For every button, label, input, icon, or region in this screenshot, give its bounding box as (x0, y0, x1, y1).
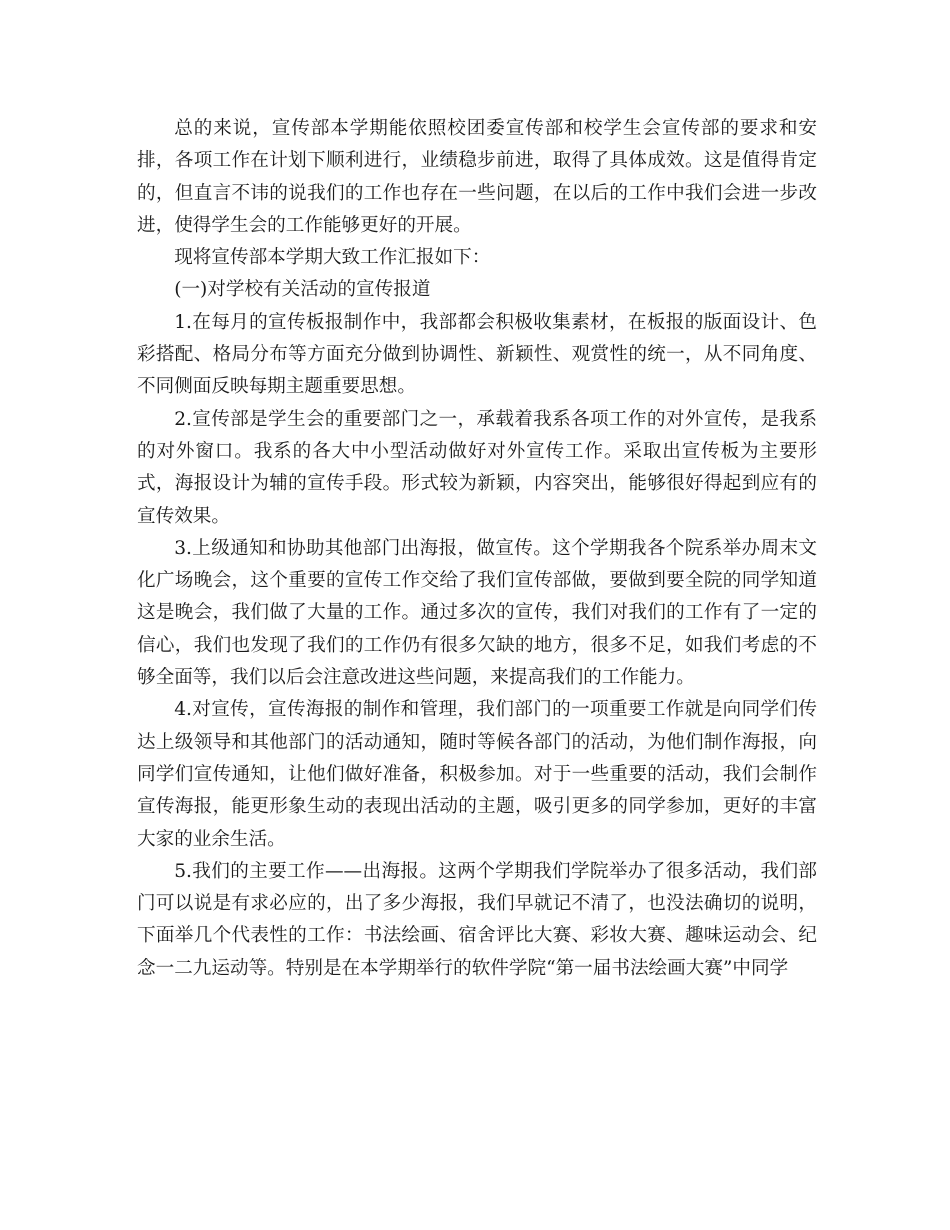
paragraph-item-1: 1.在每月的宣传板报制作中，我部都会积极收集素材，在板报的版面设计、色彩搭配、格局分布等方面充分做到协调性、新颖性、观赏性的统一，从不同角度、不同侧面反映每期主题重要思想。 (137, 311, 817, 398)
paragraph-item-2: 2.宣传部是学生会的重要部门之一，承载着我系各项工作的对外宣传，是我系的对外窗口。我系的各大中小型活动做好对外宣传工作。采取出宣传板为主要形式，海报设计为辅的宣传手段。形式较为新颖，内容突出，能够很好得起到应有的宣传效果。 (137, 408, 817, 527)
section-heading: (一)对学校有关活动的宣传报道 (174, 279, 431, 301)
paragraph-summary: 总的来说，宣传部本学期能依照校团委宣传部和校学生会宣传部的要求和安排，各项工作在计划下顺利进行，业绩稳步前进，取得了具体成效。这是值得肯定的，但直言不讳的说我们的工作也存在一些问题，在以后的工作中我们会进一步改进，使得学生会的工作能够更好的开展。 (137, 118, 817, 236)
paragraph-item-5: 5.我们的主要工作——出海报。这两个学期我们学院举办了很多活动，我们部门可以说是有求必应的，出了多少海报，我们早就记不清了，也没法确切的说明，下面举几个代表性的工作：书法绘画、宿舍评比大赛、彩妆大赛、趣味运动会、纪念一二九运动等。特别是在本学期举行的软件学院“第一届书法绘画大赛”中同学 (137, 860, 817, 979)
paragraph-item-4: 4.对宣传，宣传海报的制作和管理，我们部门的一项重要工作就是向同学们传达上级领导和其他部门的活动通知，随时等候各部门的活动，为他们制作海报，向同学们宣传通知，让他们做好准备，积极参加。对于一些重要的活动，我们会制作宣传海报，能更形象生动的表现出活动的主题，吸引更多的同学参加，更好的丰富大家的业余生活。 (137, 699, 817, 850)
paragraph-item-3: 3.上级通知和协助其他部门出海报，做宣传。这个学期我各个院系举办周末文化广场晚会，这个重要的宣传工作交给了我们宣传部做，要做到要全院的同学知道这是晚会，我们做了大量的工作。通过多次的宣传，我们对我们的工作有了一定的信心，我们也发现了我们的工作仍有很多欠缺的地方，很多不足，如我们考虑的不够全面等，我们以后会注意改进这些问题，来提高我们的工作能力。 (137, 537, 817, 689)
paragraph-intro: 现将宣传部本学期大致工作汇报如下： (174, 247, 491, 269)
document-body (137, 113, 817, 985)
